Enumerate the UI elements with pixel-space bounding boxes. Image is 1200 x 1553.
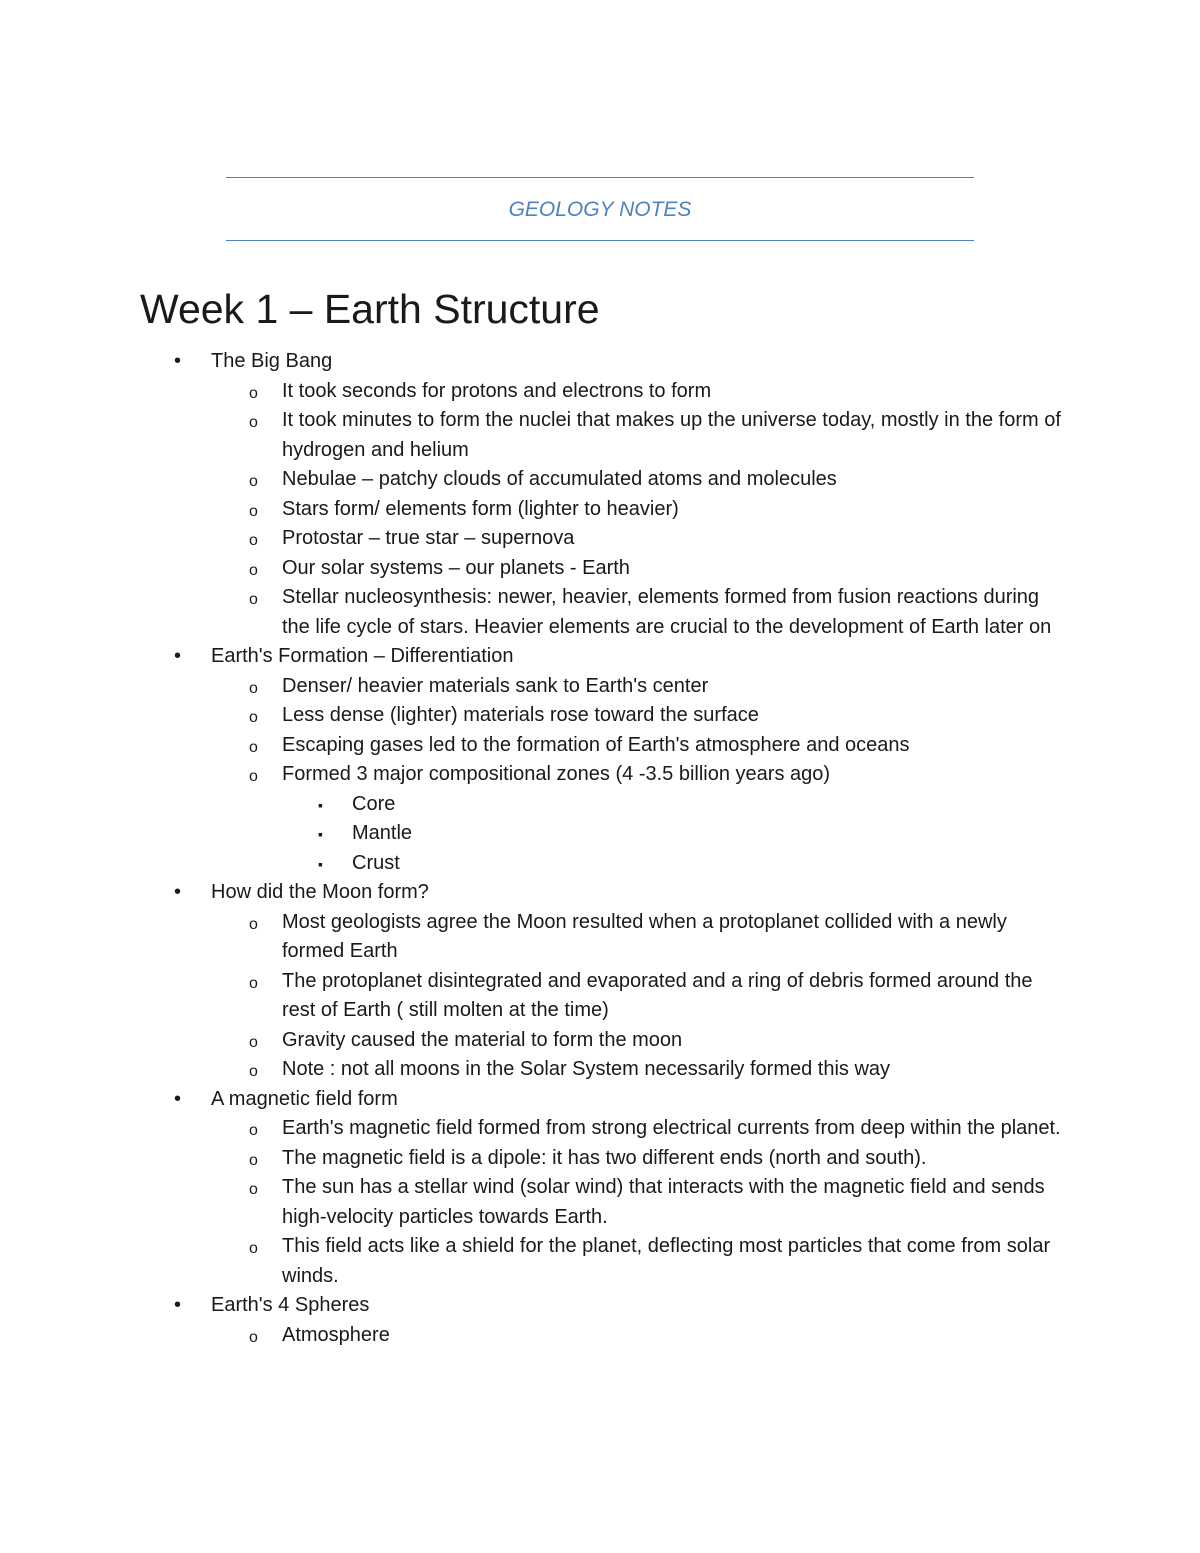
document-header-title: GEOLOGY NOTES bbox=[508, 198, 692, 221]
list-item-text: Stellar nucleosynthesis: newer, heavier, elements formed from fusion reactions during the life cycle of stars. Heavier elements are crucial to the development of Earth later on bbox=[282, 586, 1052, 638]
circle-bullet-icon: o bbox=[249, 974, 258, 992]
circle-bullet-icon: o bbox=[249, 532, 258, 549]
list-item bbox=[0, 760, 1200, 790]
circle-bullet-icon: o bbox=[249, 1033, 258, 1051]
section-label: Earth's Formation – Differentiation bbox=[211, 645, 514, 667]
circle-bullet-icon: o bbox=[249, 709, 258, 726]
list-item-text: This field acts like a shield for the planet, deflecting most particles that come from solar winds. bbox=[282, 1235, 1051, 1287]
list-item-text: Gravity caused the material to form the moon bbox=[282, 1028, 683, 1051]
circle-bullet-icon: o bbox=[249, 561, 258, 579]
section-earth-spheres bbox=[0, 1291, 1200, 1350]
bullet-icon: • bbox=[174, 881, 182, 903]
zones-group bbox=[0, 790, 1200, 879]
bullet-icon: • bbox=[174, 350, 182, 372]
square-bullet-icon: ▪ bbox=[318, 855, 323, 872]
list-item bbox=[0, 554, 1200, 584]
list-item-text: Stars form/ elements form (lighter to heavier) bbox=[282, 497, 679, 520]
square-bullet-icon: ▪ bbox=[318, 826, 323, 842]
list-item bbox=[0, 642, 1200, 672]
list-item-text: Protostar – true star – supernova bbox=[282, 527, 575, 549]
list-item-text: Nebulae – patchy clouds of accumulated atoms and molecules bbox=[282, 468, 837, 490]
list-item bbox=[0, 495, 1200, 525]
sub-list bbox=[0, 1321, 1200, 1351]
bullet-icon: • bbox=[174, 1294, 182, 1316]
list-item bbox=[0, 1055, 1200, 1085]
list-item bbox=[0, 849, 1200, 879]
list-item-text: The magnetic field is a dipole: it has two different ends (north and south). bbox=[282, 1146, 927, 1169]
circle-bullet-icon: o bbox=[249, 1328, 258, 1346]
circle-bullet-icon: o bbox=[249, 473, 258, 490]
sub-list bbox=[0, 908, 1200, 1085]
section-magnetic-field bbox=[0, 1085, 1200, 1292]
notes-list bbox=[0, 347, 1200, 1350]
sub-list bbox=[0, 1114, 1200, 1291]
circle-bullet-icon: o bbox=[249, 915, 258, 933]
zone-label: Core bbox=[352, 792, 396, 815]
zone-label: Mantle bbox=[352, 822, 413, 844]
zone-label: Crust bbox=[352, 851, 400, 874]
list-item bbox=[0, 1173, 1200, 1232]
list-item bbox=[0, 1026, 1200, 1056]
section-label: A magnetic field form bbox=[211, 1087, 398, 1110]
list-item-text: The protoplanet disintegrated and evaporated and a ring of debris formed around the rest of Earth ( still molten at the time) bbox=[282, 969, 1033, 1021]
header-top-rule bbox=[226, 177, 974, 178]
list-item-text: Denser/ heavier materials sank to Earth's center bbox=[282, 674, 709, 697]
bullet-icon: • bbox=[174, 1087, 182, 1110]
list-item-text: Earth's magnetic field formed from strong electrical currents from deep within the planet. bbox=[282, 1117, 1061, 1139]
circle-bullet-icon: o bbox=[249, 1181, 258, 1198]
circle-bullet-icon: o bbox=[249, 1151, 258, 1169]
list-item bbox=[0, 878, 1200, 908]
section-label: The Big Bang bbox=[211, 350, 333, 372]
section-moon-formation bbox=[0, 878, 1200, 1085]
list-item bbox=[0, 1144, 1200, 1174]
sub-list bbox=[0, 672, 1200, 879]
circle-bullet-icon: o bbox=[249, 1240, 258, 1257]
list-item bbox=[0, 672, 1200, 702]
list-item-text: Note : not all moons in the Solar System necessarily formed this way bbox=[282, 1058, 891, 1080]
circle-bullet-icon: o bbox=[249, 384, 258, 402]
list-item bbox=[0, 908, 1200, 967]
list-item-text: It took seconds for protons and electrons to form bbox=[282, 379, 712, 402]
section-label: Earth's 4 Spheres bbox=[211, 1294, 370, 1316]
list-item bbox=[0, 701, 1200, 731]
circle-bullet-icon: o bbox=[249, 679, 258, 697]
list-item-text: Atmosphere bbox=[282, 1323, 390, 1346]
list-item-text: It took minutes to form the nuclei that makes up the universe today, mostly in the form of hydrogen and helium bbox=[282, 409, 1061, 461]
list-item bbox=[0, 465, 1200, 495]
list-item bbox=[0, 377, 1200, 407]
page-title: Week 1 – Earth Structure bbox=[140, 286, 600, 332]
circle-bullet-icon: o bbox=[249, 738, 258, 756]
list-item bbox=[0, 583, 1200, 642]
zones-list bbox=[0, 790, 1200, 879]
list-item bbox=[0, 790, 1200, 820]
header-bottom-rule bbox=[226, 240, 974, 241]
circle-bullet-icon: o bbox=[249, 591, 258, 608]
section-earth-formation bbox=[0, 642, 1200, 878]
circle-bullet-icon: o bbox=[249, 414, 258, 431]
list-item bbox=[0, 406, 1200, 465]
circle-bullet-icon: o bbox=[249, 1122, 258, 1139]
list-item-text: Our solar systems – our planets - Earth bbox=[282, 556, 630, 579]
list-item-text: The sun has a stellar wind (solar wind) that interacts with the magnetic field and sends high-velocity particles towards Earth. bbox=[282, 1176, 1045, 1228]
list-item-text: Most geologists agree the Moon resulted when a protoplanet collided with a newly formed Earth bbox=[282, 910, 1007, 962]
section-big-bang bbox=[0, 347, 1200, 642]
section-label: How did the Moon form? bbox=[211, 881, 429, 903]
sub-list bbox=[0, 377, 1200, 643]
list-item bbox=[0, 1114, 1200, 1144]
list-item bbox=[0, 1321, 1200, 1351]
list-item-text: Less dense (lighter) materials rose toward the surface bbox=[282, 704, 759, 726]
bullet-icon: • bbox=[174, 645, 182, 667]
list-item bbox=[0, 819, 1200, 849]
list-item bbox=[0, 524, 1200, 554]
list-item bbox=[0, 1232, 1200, 1291]
list-item bbox=[0, 967, 1200, 1026]
list-item-text: Formed 3 major compositional zones (4 -3.5 billion years ago) bbox=[282, 763, 831, 785]
circle-bullet-icon: o bbox=[249, 502, 258, 520]
circle-bullet-icon: o bbox=[249, 768, 258, 785]
list-item bbox=[0, 1085, 1200, 1115]
list-item-text: Escaping gases led to the formation of Earth's atmosphere and oceans bbox=[282, 733, 910, 756]
list-item bbox=[0, 1291, 1200, 1321]
circle-bullet-icon: o bbox=[249, 1063, 258, 1080]
square-bullet-icon: ▪ bbox=[318, 796, 323, 813]
list-item bbox=[0, 731, 1200, 761]
list-item bbox=[0, 347, 1200, 377]
